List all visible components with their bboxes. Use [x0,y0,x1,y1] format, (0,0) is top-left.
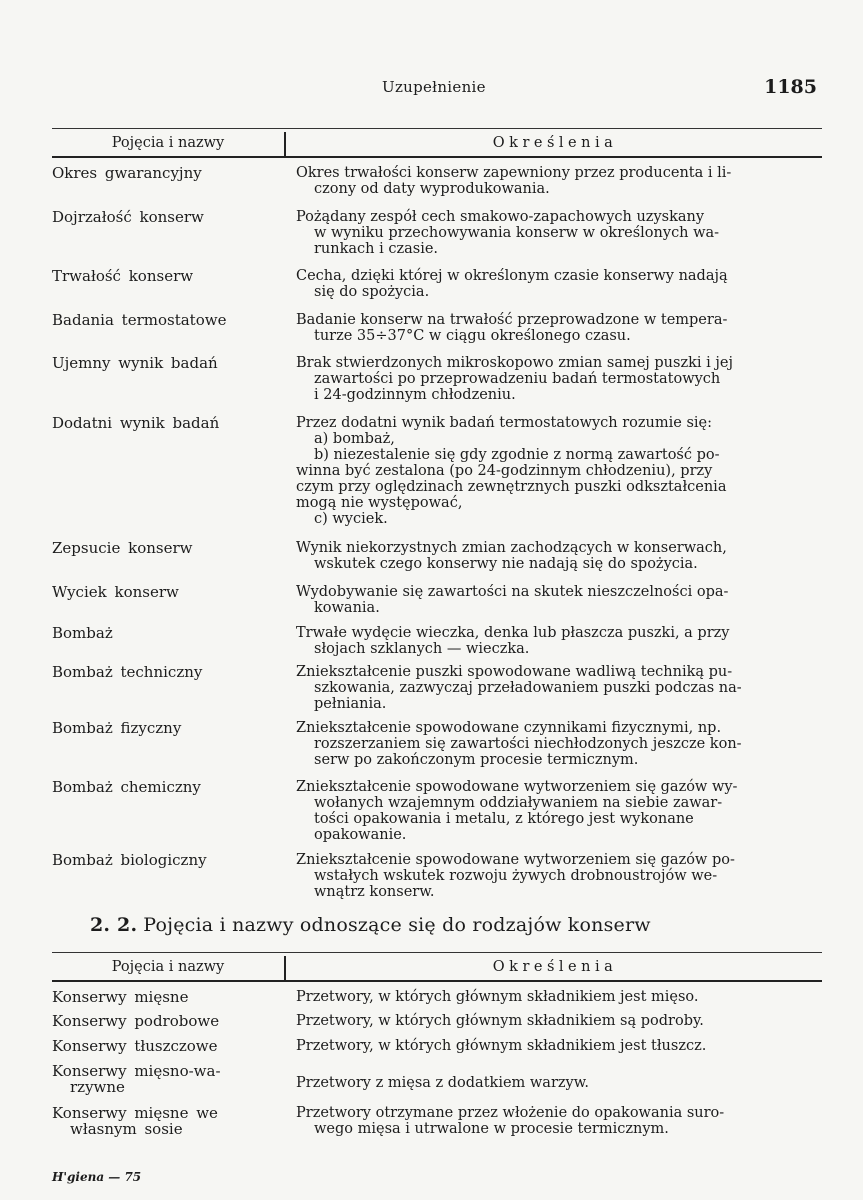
term-line: własnym sosie [70,1120,183,1138]
definition [296,989,822,1005]
definition-line: c) wyciek. [314,511,388,527]
term: Okres gwarancyjny [52,164,202,182]
term: Bombaż biologiczny [52,851,207,869]
definition [296,415,822,527]
term: Dodatni wynik badań [52,414,220,432]
term: Dojrzałość konserw [52,208,204,226]
column-header-definitions: Określenia [492,959,618,975]
definition-line: Przez dodatni wynik badań termostatowych rozumie się: [296,415,713,431]
term: Ujemny wynik badań [52,354,218,372]
term [52,1013,276,1029]
definition [296,1013,822,1029]
definition-line: runkach i czasie. [314,241,439,257]
definition-line: Wynik niekorzystnych zmian zachodzących w konserwach, [296,540,727,556]
definition-line: rozszerzaniem się zawartości niechłodzonych jeszcze kon- [314,736,742,752]
definition-line: wołanych wzajemnym oddziaływaniem na siebie zawar- [314,795,723,811]
term-line: Konserwy mięsne we [52,1104,218,1122]
definition-line: wstałych wskutek rozwoju żywych drobnoustrojów we- [314,868,718,884]
running-title: Uzupełnienie [382,78,486,96]
definition-line: Okres trwałości konserw zapewniony przez producenta i li- [296,165,732,181]
definition-line: opakowanie. [314,827,407,843]
definition-line: mogą nie występować, [296,495,463,511]
definition-line: Przetwory, w których głównym składnikiem jest mięso. [296,989,699,1005]
definition [296,1105,822,1137]
definition [296,268,822,300]
definition [296,355,822,403]
definition-line: tości opakowania i metalu, z którego jest wykonane [314,811,694,827]
definition [296,852,822,900]
definition-line: Zniekształcenie spowodowane wytworzeniem się gazów wy- [296,779,738,795]
definition-line: Przetwory, w których głównym składnikiem są podroby. [296,1013,704,1029]
term: Badania termostatowe [52,311,227,329]
definition [296,720,822,768]
definition-line: Zniekształcenie spowodowane wytworzeniem się gazów po- [296,852,735,868]
definition-line: b) niezestalenie się gdy zgodnie z normą zawartość po- [314,447,720,463]
column-header-definitions: Określenia [492,135,618,151]
term-line: Konserwy podrobowe [52,1012,220,1030]
term [52,1063,276,1095]
definition-line: Trwałe wydęcie wieczka, denka lub płaszcza puszki, a przy [296,625,730,641]
term-line: Konserwy mięsne [52,988,189,1006]
term: Wyciek konserw [52,583,179,601]
definition-line: Przetwory otrzymane przez włożenie do opakowania suro- [296,1105,725,1121]
definition-line: się do spożycia. [314,284,430,300]
definition-line: słojach szklanych — wieczka. [314,641,530,657]
definition-line: Wydobywanie się zawartości na skutek nieszczelności opa- [296,584,729,600]
term: Bombaż chemiczny [52,778,201,796]
term-line: rzywne [70,1078,125,1096]
definition [296,312,822,344]
term [52,989,276,1005]
definitions-table-2 [52,952,822,1138]
definition-line: wego mięsa i utrwalone w procesie termicznym. [314,1121,669,1137]
section-number: 2. 2. [90,914,138,936]
definition-line: a) bombaż, [314,431,395,447]
running-header [0,76,863,100]
term: Bombaż techniczny [52,663,203,681]
table-header-rule [52,156,822,158]
term [52,1038,276,1054]
term [52,1105,276,1137]
definition [296,1075,822,1091]
definition-line: w wyniku przechowywania konserw w określonych wa- [314,225,720,241]
definition-line: kowania. [314,600,380,616]
definition-line: i 24-godzinnym chłodzeniu. [314,387,516,403]
definition-line: winna być zestalona (po 24-godzinnym chłodzeniu), przy [296,463,713,479]
definition-line: Brak stwierdzonych mikroskopowo zmian samej puszki i jej [296,355,733,371]
definition [296,584,822,616]
table-top-rule [52,952,822,953]
term: Zepsucie konserw [52,539,193,557]
definition [296,625,822,657]
page-number: 1185 [764,76,817,98]
footer-signature: H'giena — 75 [52,1170,142,1184]
term: Bombaż [52,624,113,642]
term-line: Konserwy mięsno-wa- [52,1062,221,1080]
definition [296,1038,822,1054]
definition [296,209,822,257]
table-top-rule [52,128,822,129]
definition-line: pełniania. [314,696,387,712]
table-header [52,128,822,158]
definition-line: szkowania, zazwyczaj przeładowaniem puszki podczas na- [314,680,742,696]
table-header-rule [52,980,822,982]
column-separator [284,132,286,156]
definition [296,779,822,843]
definition-line: Pożądany zespół cech smakowo-zapachowych uzyskany [296,209,705,225]
table-header [52,952,822,982]
term: Bombaż fizyczny [52,719,182,737]
definition-line: Przetwory, w których głównym składnikiem jest tłuszcz. [296,1038,707,1054]
definition [296,664,822,712]
definition-line: turze 35÷37°C w ciągu określonego czasu. [314,328,631,344]
definitions-table-1 [52,128,822,900]
term: Trwałość konserw [52,267,194,285]
definition-line: zawartości po przeprowadzeniu badań termostatowych [314,371,721,387]
definition-line: czym przy oględzinach zewnętrznych puszki odkształcenia [296,479,727,495]
definition-line: Badanie konserw na trwałość przeprowadzone w tempera- [296,312,728,328]
definition-line: wnątrz konserw. [314,884,435,900]
definition [296,540,822,572]
definition-line: Zniekształcenie puszki spowodowane wadliwą techniką pu- [296,664,733,680]
definition-line: Cecha, dzięki której w określonym czasie konserwy nadają [296,268,728,284]
section-title: Pojęcia i nazwy odnoszące się do rodzajów konserw [143,914,651,936]
column-header-terms: Pojęcia i nazwy [111,135,225,151]
definition-line: Przetwory z mięsa z dodatkiem warzyw. [296,1075,590,1091]
column-separator [284,956,286,980]
column-header-terms: Pojęcia i nazwy [111,959,225,975]
definition-line: czony od daty wyprodukowania. [314,181,550,197]
definition-line: Zniekształcenie spowodowane czynnikami fizycznymi, np. [296,720,722,736]
definition-line: serw po zakończonym procesie termicznym. [314,752,639,768]
definition [296,165,822,197]
definition-line: wskutek czego konserwy nie nadają się do spożycia. [314,556,698,572]
section-heading [90,914,651,936]
term-line: Konserwy tłuszczowe [52,1037,218,1055]
